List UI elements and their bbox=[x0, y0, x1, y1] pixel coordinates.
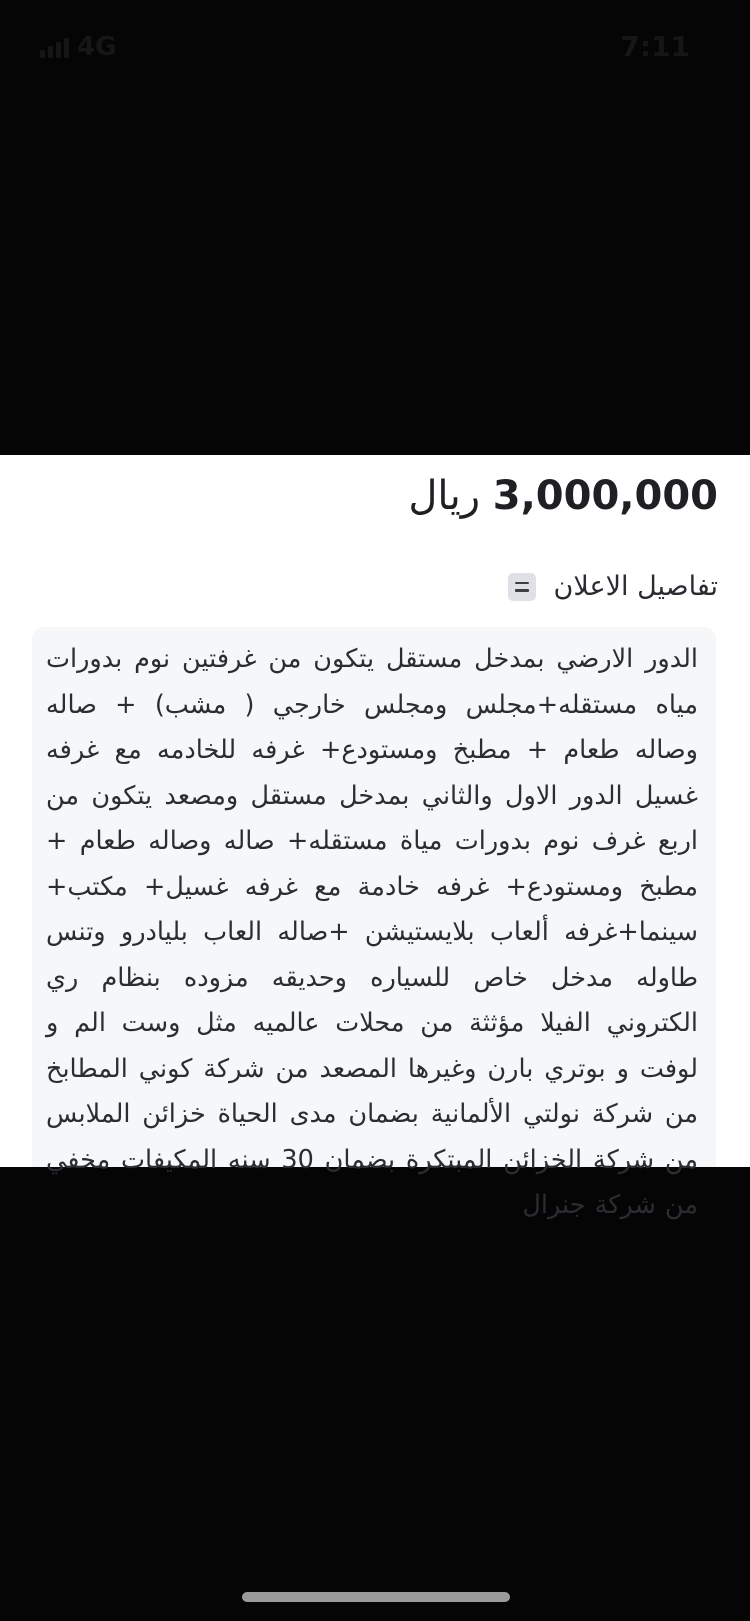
network-type: 4G bbox=[77, 32, 117, 62]
details-section-header bbox=[508, 571, 718, 602]
listing-description: الدور الارضي بمدخل مستقل يتكون من غرفتين نوم بدورات مياه مستقله+مجلس ومجلس خارجي ( مشب) + صاله وصاله طعام + مطبخ ومستودع+ غرفه للخادمه مع غرفه غسيل الدور الاول والثاني بمدخل مستقل ومصعد يتكون من اربع غرف نوم بدورات مياة مستقله+ صاله وصاله طعام + مطبخ ومستودع+ غرفه خادمة مع غرفه غسيل+ مكتب+ سينما+غرفه ألعاب بلايستيشن +صاله العاب بليادرو وتنس طاوله مدخل خاص للسياره وحديقه مزوده بنظام ري الكتروني الفيلا مؤثثة من محلات عالميه مثل وست الم و لوفت و بوتري بارن وغيرها المصعد من شركة كوني المطابخ من شركة نولتي الألمانية بضمان مدى الحياة خزائن الملابس من شركة الخزائن المبتكرة بضمان 30 سنه المكيفات مخفي من شركة جنرال bbox=[46, 644, 698, 1220]
document-lines-icon bbox=[508, 573, 536, 601]
status-time: 7:11 bbox=[620, 30, 690, 63]
status-bar bbox=[0, 0, 750, 90]
price-currency: ريال bbox=[408, 473, 481, 519]
status-left bbox=[40, 32, 116, 62]
price-row bbox=[408, 473, 718, 519]
price-value: 3,000,000 bbox=[492, 473, 718, 519]
cellular-signal-icon bbox=[40, 36, 69, 58]
details-box bbox=[32, 627, 716, 1220]
details-title: تفاصيل الاعلان bbox=[553, 571, 718, 602]
home-indicator[interactable] bbox=[242, 1592, 510, 1602]
listing-panel bbox=[0, 455, 750, 1220]
